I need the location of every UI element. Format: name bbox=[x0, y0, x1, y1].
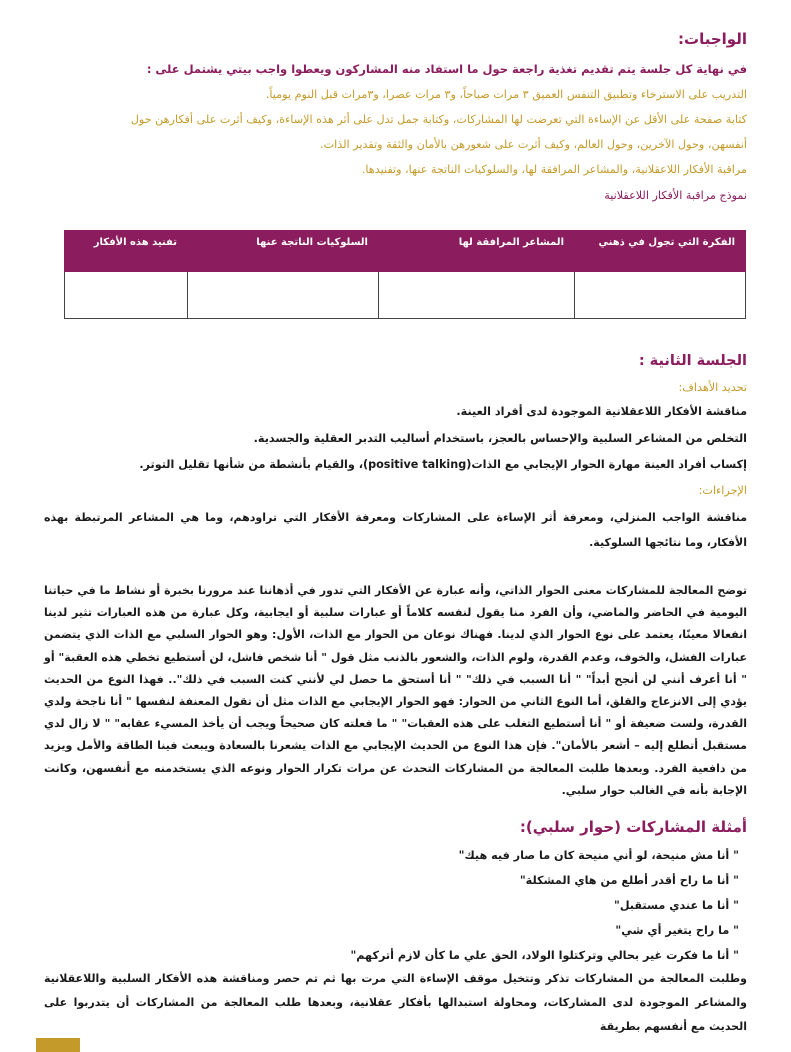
main-paragraph bbox=[44, 580, 747, 802]
goals-label: تحديد الأهداف: bbox=[678, 381, 747, 394]
closing-paragraph-text: وطلبت المعالجة من المشاركات تذكر وتتخيل موقف الإساءة التي مرت بها ثم تم حصر ومناقشة هذه الأفكار السلبية واللاعقلانية والمشاعر الموجودة لدى المشاركات، ومحاولة استبدالها بأفكار عقلانية، وبعدها طلب المعالجة من المشاركات أن يتدربوا على الحديث مع أنفسهم بطريقة bbox=[44, 972, 747, 1033]
example-item: " ما راح يتغير أي شي" bbox=[615, 924, 739, 937]
session2-title: الجلسة الثانية : bbox=[638, 353, 747, 369]
procedures-text: مناقشة الواجب المنزلي، ومعرفة أثر الإساءة على المشاركات ومعرفة الأفكار التي تراودهم، وما هي المشاعر المرتبطة بهذه الأفكار، وما نتائجها السلوكية. bbox=[44, 511, 747, 549]
closing-paragraph bbox=[44, 967, 747, 1039]
example-item: " أنا ما راح أقدر أطلع من هاي المشكلة" bbox=[519, 874, 739, 887]
procedures-label: الإجراءات: bbox=[698, 484, 747, 497]
examples-title: أمثلة المشاركات (حوار سلبي): bbox=[519, 818, 747, 836]
table-header-row bbox=[65, 231, 746, 272]
goal-item: مناقشة الأفكار اللاعقلانية الموجودة لدى أفراد العينة. bbox=[456, 405, 747, 418]
table-header: الفكرة التي تجول في ذهني bbox=[575, 231, 746, 272]
goal-item: إكساب أفراد العينة مهارة الحوار الإيجابي مع الذات(positive talking)، والقيام بأنشطة من شأنها تقليل التوتر. bbox=[139, 458, 747, 471]
homework-item-1: التدريب على الاسترخاء وتطبيق التنفس العميق ٣ مرات صباحاً، و٣ مرات عصرا، و٣مرات قبل النوم يومياً. bbox=[265, 88, 747, 101]
table-cell[interactable] bbox=[575, 272, 746, 319]
homework-item-2-cont: أنفسهن، وحول الآخرين، وحول العالم، وكيف أثرت على شعورهن بالأمان والثقة وتقدير الذات. bbox=[320, 138, 747, 151]
homework-item-2: كتابة صفحة على الأقل عن الإساءة التي تعرضت لها المشاركات، وكتابة جمل تدل على أثر هذه الإساءة، وكيف أثرت على أفكارهن حول bbox=[130, 113, 747, 126]
homework-intro: في نهاية كل جلسة يتم تقديم تغذية راجعة حول ما استفاد منه المشاركون ويعطوا واجب بيتي يشتمل على : bbox=[146, 62, 747, 76]
example-item: " أنا ما فكرت غير بحالي وتركتلوا الولاد، الحق علي ما كأن لازم أتركهم" bbox=[350, 949, 739, 962]
table-cell[interactable] bbox=[379, 272, 575, 319]
table-cell[interactable] bbox=[65, 272, 188, 319]
goal-item: التخلص من المشاعر السلبية والإحساس بالعجز، باستخدام أساليب التدبر العقلية والجسدية. bbox=[253, 432, 747, 445]
example-item: " أنا ما عندي مستقبل" bbox=[613, 899, 739, 912]
table-header: السلوكيات الناتجة عنها bbox=[188, 231, 379, 272]
table-header: تفنيد هذه الأفكار bbox=[65, 231, 188, 272]
table-cell[interactable] bbox=[188, 272, 379, 319]
homework-item-3: مراقبة الأفكار اللاعقلانية، والمشاعر المرافقة لها، والسلوكيات الناتجة عنها، وتفنيدها. bbox=[361, 163, 747, 176]
table-header: المشاعر المرافقة لها bbox=[379, 231, 575, 272]
procedures-paragraph bbox=[44, 505, 747, 555]
example-item: " أنا مش منيحة، لو أني منيحة كان ما صار فيه هيك" bbox=[458, 849, 739, 862]
table-row bbox=[65, 272, 746, 319]
homework-title: الواجبات: bbox=[678, 30, 747, 48]
main-paragraph-text: توضح المعالجة للمشاركات معنى الحوار الذاتي، وأنه عبارة عن الأفكار التي تدور في أذهاننا عند مرورنا بخبرة أو نشاط ما في حياتنا اليومية في الحاضر والماضي، وأن الفرد منا يقول لنفسه كلاماً أو عبارات سلبية أو ايجابية، وكل عبارة من هذه العبارات تثير لدينا انفعالا معينًا، يعتمد على نوع الحوار الذي لدينا. فهناك نوعان من الحوار مع الذات، الأول: وهو الحوار السلبي مع الذات الذي يتضمن عبارات الفشل، والخوف، وعدم القدرة، ولوم الذات، والشعور بالذنب مثل قول " أنا شخص فاشل، لن أستطيع تخطي هذه العقبة" أو " أنا أعرف أنني لن أنجح أبداً" " أنا السبب في ذلك" " أنا أستحق ما حصل لي لأنني كنت السبب في ذلك".. فهذا النوع من الحديث يؤدي إلى الانزعاج والقلق، أما النوع الثاني من الحوار: فهو الحوار الإيجابي مع الذات مثل أن تقول المعنفة لنفسها " أنا ناجحة ولدي القدرة، ولست ضعيفة أو " أنا أستطيع التغلب على هذه العقبات" " ما فعلته كان صحيحاً ويجب أن يأخذ المسيء عقابه" " لا زال لدي مستقبل أتطلع إليه – أشعر بالأمان". فإن هذا النوع من الحديث الإيجابي مع الذات يشعرنا بالسعادة ويبعث فينا الطاقة والأمل ويزيد من دافعية الفرد. وبعدها طلبت المعالجة من المشاركات التحدث عن مرات تكرار الحوار ونوعه الذي يستخدمنه مع أنفسهن، وكانت الإجابة بأنه في الغالب حوار سلبي. bbox=[44, 584, 747, 797]
thought-monitoring-table bbox=[64, 230, 746, 319]
model-caption: نموذج مراقبة الأفكار اللاعقلانية bbox=[604, 189, 747, 202]
